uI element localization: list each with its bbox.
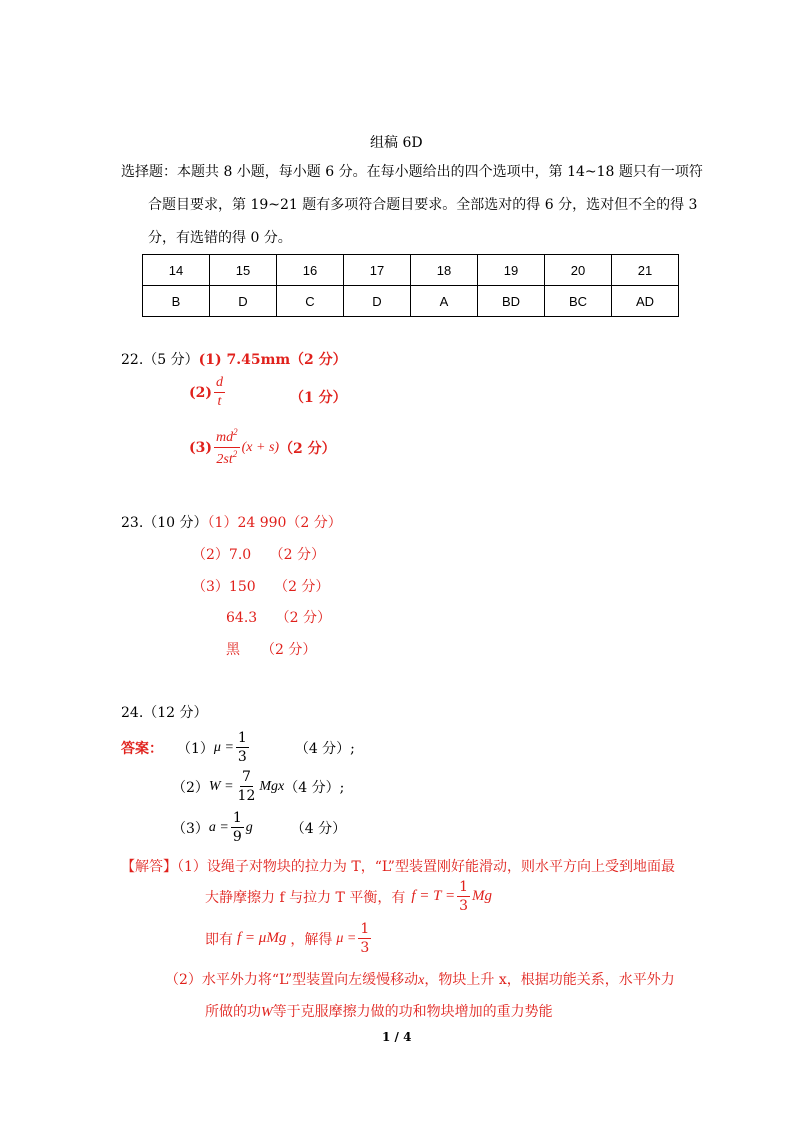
q23-answer-3: （3）150 （2 分） [192, 579, 330, 595]
solution-line-3 [205, 922, 373, 955]
solution-line-1 [121, 856, 675, 876]
solution-line-5 [205, 1001, 553, 1021]
fraction-denominator: 9 [232, 829, 242, 845]
q22-heading: 22.（5 分） [121, 352, 199, 368]
intro-line-3: 分，有选错的得 0 分。 [148, 230, 292, 246]
table-cell: C [277, 286, 344, 317]
q22-part2-score: （1 分） [290, 390, 347, 406]
table-cell: 20 [545, 255, 612, 286]
q24-answer-1 [121, 731, 355, 764]
table-cell: BC [545, 286, 612, 317]
q22-part2-fraction [214, 376, 225, 409]
solution-text: 所做的功 [205, 1004, 261, 1020]
table-cell: 14 [143, 255, 210, 286]
table-cell: BD [478, 286, 545, 317]
q24-a3-tail: g [245, 819, 253, 835]
equation-fraction [358, 922, 371, 955]
denominator-exponent: 2 [232, 449, 238, 459]
fraction-denominator [214, 448, 239, 467]
fraction-denominator: 3 [459, 898, 468, 914]
q23-answer-4: 64.3 （2 分） [226, 610, 331, 626]
q23-heading: 23.（10 分） [121, 515, 208, 531]
solution-text: （1）设绳子对物块的拉力为 T，“L”型装置刚好能滑动，则水平方向上受到地面最 [177, 859, 675, 875]
q22-part2 [189, 376, 227, 409]
q24-answer-2 [172, 770, 344, 803]
q24-a1-prefix: （1） [177, 740, 214, 757]
q24-a3-fraction [231, 811, 244, 844]
solution-text: （2）水平外力将“L”型装置向左缓慢移动 [165, 972, 419, 988]
solution-text: 等于克服摩擦力做的功和物块增加的重力势能 [272, 1004, 553, 1020]
q24-a1-score: （4 分）; [294, 740, 355, 757]
table-cell: 19 [478, 255, 545, 286]
fraction-denominator: 3 [237, 749, 247, 765]
q22-part3 [189, 428, 336, 467]
q24-a2-fraction [236, 770, 258, 803]
solution-text: 即有 [205, 931, 233, 948]
q24-a1-lhs: μ = [213, 739, 234, 755]
q22-part3-label: (3) [189, 439, 212, 456]
q23-answer-2: （2）7.0 （2 分） [192, 547, 325, 563]
table-cell: 21 [612, 255, 679, 286]
fraction-numerator: 1 [237, 730, 247, 746]
answer-label: 答案： [121, 740, 163, 757]
q22-part1-answer: (1) 7.45mm [198, 352, 291, 368]
table-row-numbers [143, 255, 679, 286]
table-cell: 15 [210, 255, 277, 286]
solution-line-4 [165, 969, 675, 989]
intro-line-2: 合题目要求，第 19~21 题有多项符合题目要求。全部选对的得 6 分，选对但不全的得 3 [148, 197, 698, 213]
q22-part2-label: (2) [189, 384, 212, 401]
q24-a2-tail: Mgx [259, 778, 285, 794]
fraction-denominator: 3 [360, 940, 370, 956]
solution-text: ，物块上升 x，根据功能关系，水平外力 [424, 972, 675, 988]
table-cell: A [411, 286, 478, 317]
equation: f = μMg [237, 930, 287, 946]
fraction-numerator: 1 [360, 921, 370, 937]
fraction-numerator [214, 428, 240, 448]
solution-label: 【解答】 [121, 859, 177, 875]
q22-part1-score: （2 分） [290, 352, 347, 368]
table-cell: 16 [277, 255, 344, 286]
q23-answer-1: （1）24 990（2 分） [207, 515, 342, 531]
q24-heading: 24.（12 分） [121, 705, 208, 721]
q22-part3-tail: (x + s) [241, 439, 280, 455]
q24-a3-prefix: （3） [172, 820, 209, 837]
numerator-exponent: 2 [233, 427, 238, 437]
page-title: 组稿 6D [370, 135, 423, 151]
variable: x [418, 973, 425, 988]
fraction-numerator: 7 [241, 769, 251, 785]
q22-part3-score: （2 分） [279, 440, 336, 457]
q24-answer-3 [172, 811, 346, 844]
equation-tail: Mg [471, 888, 492, 904]
fraction-numerator: d [214, 376, 225, 393]
answer-table [142, 254, 679, 317]
fraction-numerator: 1 [232, 810, 242, 826]
q23-line-1 [121, 512, 342, 532]
fraction-numerator: 1 [459, 879, 468, 895]
q24-a3-lhs: a = [208, 819, 229, 835]
table-cell: B [143, 286, 210, 317]
q22-part3-fraction [214, 428, 240, 467]
equation-fraction [457, 880, 470, 913]
fraction-denominator: t [217, 394, 222, 409]
solution-line-2 [205, 880, 492, 913]
table-cell: 18 [411, 255, 478, 286]
fraction-denominator: 12 [237, 788, 256, 804]
equation: μ = [336, 930, 357, 946]
solution-text: 大静摩擦力 f 与拉力 T 平衡，有 [205, 889, 406, 906]
variable: W [261, 1005, 273, 1020]
q24-a2-prefix: （2） [172, 779, 209, 796]
q24-a1-fraction [236, 731, 249, 764]
equation: f = T = [411, 888, 456, 904]
solution-text: ，解得 [290, 931, 333, 948]
table-row-answers [143, 286, 679, 317]
table-cell: AD [612, 286, 679, 317]
table-cell: D [210, 286, 277, 317]
q24-a3-score: （4 分） [290, 820, 347, 837]
page-number: 1 / 4 [382, 1030, 412, 1044]
q22-section [121, 349, 290, 369]
intro-line-1: 选择题：本题共 8 小题，每小题 6 分。在每小题给出的四个选项中，第 14~18 题只有一项符 [121, 164, 703, 180]
numerator-base: md [216, 430, 234, 445]
q24-a2-lhs: W = [208, 778, 234, 794]
q23-answer-5: 黑 （2 分） [226, 642, 317, 658]
table-cell: D [344, 286, 411, 317]
denominator-base: 2st [216, 452, 233, 467]
q24-a2-score: （4 分）; [284, 779, 345, 796]
table-cell: 17 [344, 255, 411, 286]
